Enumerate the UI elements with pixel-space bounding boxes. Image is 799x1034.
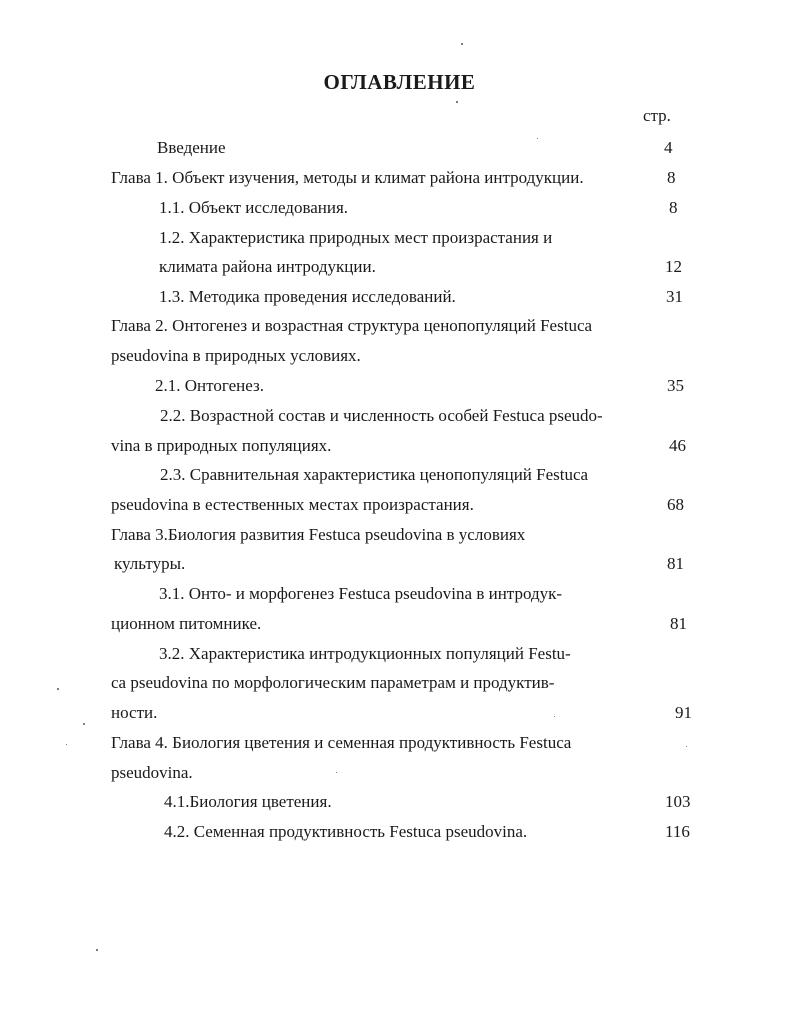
toc-line-3-2b: ca pseudovina по морфологическим параметрам и продуктив- xyxy=(111,673,555,692)
toc-page-number: 12 xyxy=(665,257,682,276)
toc-line-2-2b: vina в природных популяциях. xyxy=(111,436,332,455)
scan-speck xyxy=(336,772,337,773)
page-column-header: стр. xyxy=(643,106,671,125)
scan-speck xyxy=(57,688,59,690)
toc-line-2-3a: 2.3. Сравнительная характеристика ценопопуляций Festuca xyxy=(160,465,589,484)
page-title: ОГЛАВЛЕНИЕ xyxy=(323,70,476,94)
scan-speck xyxy=(537,138,538,139)
toc-page-number: 91 xyxy=(675,703,692,722)
toc-page-number: 81 xyxy=(667,554,684,573)
scan-speck xyxy=(686,746,687,747)
toc-page-number: 8 xyxy=(669,198,678,217)
toc-page-number: 31 xyxy=(666,287,683,306)
toc-line-1-2a: 1.2. Характеристика природных мест произрастания и xyxy=(159,228,553,247)
toc-page-number: 8 xyxy=(667,168,676,187)
toc-line-1-3: 1.3. Методика проведения исследований. xyxy=(159,287,456,306)
scan-speck xyxy=(83,723,85,725)
toc-page-number: 116 xyxy=(665,822,690,841)
toc-page-number: 4 xyxy=(664,138,673,157)
toc-page-number: 81 xyxy=(670,614,687,633)
scan-speck xyxy=(66,744,67,745)
toc-line-3-1b: ционном питомнике. xyxy=(111,614,262,633)
toc-page-number: 103 xyxy=(665,792,691,811)
toc-line-chapter-3b: культуры. xyxy=(114,554,186,573)
toc-line-chapter-1: Глава 1. Объект изучения, методы и климат района интродукции. xyxy=(111,168,584,187)
toc-line-3-2c: ности. xyxy=(111,703,158,722)
toc-line-4-2: 4.2. Семенная продуктивность Festuca pseudovina. xyxy=(164,822,528,841)
toc-page-number: 35 xyxy=(667,376,684,395)
toc-line-1-1: 1.1. Объект исследования. xyxy=(159,198,349,217)
toc-line-2-2a: 2.2. Возрастной состав и численность особей Festuca pseudo- xyxy=(160,406,603,425)
toc-page-number: 46 xyxy=(669,436,686,455)
toc-page-number: 68 xyxy=(667,495,684,514)
toc-line-chapter-4b: pseudovina. xyxy=(111,763,193,782)
toc-line-3-1a: 3.1. Онто- и морфогенез Festuca pseudovina в интродук- xyxy=(159,584,563,603)
scan-speck xyxy=(461,43,463,45)
toc-line-chapter-2a: Глава 2. Онтогенез и возрастная структура ценопопуляций Festuca xyxy=(111,316,593,335)
toc-line-1-2b: климата района интродукции. xyxy=(159,257,376,276)
toc-line-chapter-3a: Глава 3.Биология развития Festuca pseudovina в условиях xyxy=(111,525,526,544)
toc-line-chapter-4a: Глава 4. Биология цветения и семенная продуктивность Festuca xyxy=(111,733,572,752)
toc-line-intro: Введение xyxy=(157,138,226,157)
toc-line-2-1: 2.1. Онтогенез. xyxy=(155,376,264,395)
toc-line-3-2a: 3.2. Характеристика интродукционных популяций Festu- xyxy=(159,644,571,663)
toc-line-4-1: 4.1.Биология цветения. xyxy=(164,792,332,811)
scan-speck xyxy=(456,101,458,103)
scan-speck xyxy=(96,949,98,951)
toc-line-chapter-2b: pseudovina в природных условиях. xyxy=(111,346,361,365)
scan-speck xyxy=(554,716,555,717)
toc-line-2-3b: pseudovina в естественных местах произрастания. xyxy=(111,495,474,514)
